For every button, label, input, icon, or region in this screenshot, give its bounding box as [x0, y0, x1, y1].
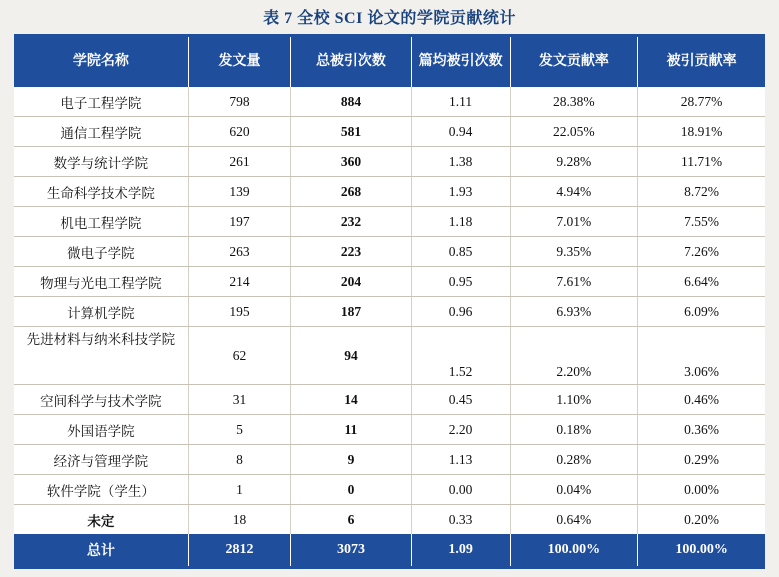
table-footer: [14, 534, 765, 566]
cell-citations: 0: [291, 475, 412, 505]
cell-papers: 195: [188, 297, 290, 327]
cell-paper-share: 28.38%: [510, 87, 638, 117]
cell-papers: 5: [188, 415, 290, 445]
cell-avg-citations: 1.13: [411, 445, 510, 475]
cell-papers: 62: [188, 327, 290, 385]
cell-citation-share: 0.00%: [638, 475, 765, 505]
table-row: [14, 207, 765, 237]
cell-paper-share: 7.01%: [510, 207, 638, 237]
cell-citation-share: 0.20%: [638, 505, 765, 535]
table-row: [14, 297, 765, 327]
table-body: [14, 87, 765, 534]
cell-paper-share: 9.28%: [510, 147, 638, 177]
column-header-citations: 总被引次数: [291, 37, 412, 87]
total-avg-citations: 1.09: [411, 534, 510, 566]
table-row: [14, 445, 765, 475]
cell-citation-share: 18.91%: [638, 117, 765, 147]
cell-papers: 31: [188, 385, 290, 415]
cell-citation-share: 6.09%: [638, 297, 765, 327]
cell-papers: 197: [188, 207, 290, 237]
total-row: [14, 534, 765, 566]
cell-citations: 11: [291, 415, 412, 445]
cell-citations: 223: [291, 237, 412, 267]
total-citation-share: 100.00%: [638, 534, 765, 566]
table-row: [14, 385, 765, 415]
cell-papers: 263: [188, 237, 290, 267]
cell-paper-share: 0.04%: [510, 475, 638, 505]
cell-papers: 261: [188, 147, 290, 177]
column-header-avg-citations: 篇均被引次数: [411, 37, 510, 87]
table-row: [14, 117, 765, 147]
cell-paper-share: 22.05%: [510, 117, 638, 147]
cell-avg-citations: 2.20: [411, 415, 510, 445]
cell-citations: 268: [291, 177, 412, 207]
cell-citation-share: 7.55%: [638, 207, 765, 237]
cell-paper-share: 0.18%: [510, 415, 638, 445]
cell-avg-citations: 0.95: [411, 267, 510, 297]
cell-avg-citations: 0.96: [411, 297, 510, 327]
table-row: [14, 505, 765, 535]
cell-paper-share: 9.35%: [510, 237, 638, 267]
table-row: [14, 237, 765, 267]
bottom-spacer: [0, 569, 779, 577]
sci-contribution-table: [14, 37, 765, 566]
cell-citation-share: 0.29%: [638, 445, 765, 475]
cell-college-name: 经济与管理学院: [14, 445, 188, 475]
cell-papers: 620: [188, 117, 290, 147]
cell-citation-share: 28.77%: [638, 87, 765, 117]
total-citations: 3073: [291, 534, 412, 566]
column-header-citation-share: 被引贡献率: [638, 37, 765, 87]
cell-college-name: 数学与统计学院: [14, 147, 188, 177]
cell-paper-share: 7.61%: [510, 267, 638, 297]
column-header-papers: 发文量: [188, 37, 290, 87]
total-paper-share: 100.00%: [510, 534, 638, 566]
total-label: 总计: [14, 534, 188, 566]
cell-college-name: 电子工程学院: [14, 87, 188, 117]
table-row: [14, 327, 765, 385]
cell-avg-citations: 0.85: [411, 237, 510, 267]
cell-citations: 204: [291, 267, 412, 297]
cell-citation-share: 6.64%: [638, 267, 765, 297]
cell-citations: 360: [291, 147, 412, 177]
cell-citations: 9: [291, 445, 412, 475]
cell-papers: 139: [188, 177, 290, 207]
table-row: [14, 475, 765, 505]
cell-citation-share: 7.26%: [638, 237, 765, 267]
column-header-name: 学院名称: [14, 37, 188, 87]
cell-citation-share: 11.71%: [638, 147, 765, 177]
column-header-paper-share: 发文贡献率: [510, 37, 638, 87]
cell-papers: 798: [188, 87, 290, 117]
cell-avg-citations: 0.00: [411, 475, 510, 505]
cell-avg-citations: 1.11: [411, 87, 510, 117]
cell-college-name: 通信工程学院: [14, 117, 188, 147]
cell-citation-share: 0.46%: [638, 385, 765, 415]
cell-papers: 1: [188, 475, 290, 505]
cell-paper-share: 0.28%: [510, 445, 638, 475]
cell-college-name: 机电工程学院: [14, 207, 188, 237]
cell-paper-share: 2.20%: [510, 327, 638, 385]
table-row: [14, 415, 765, 445]
cell-citations: 884: [291, 87, 412, 117]
cell-citations: 94: [291, 327, 412, 385]
cell-paper-share: 1.10%: [510, 385, 638, 415]
table-row: [14, 147, 765, 177]
cell-avg-citations: 1.52: [411, 327, 510, 385]
cell-citation-share: 0.36%: [638, 415, 765, 445]
total-papers: 2812: [188, 534, 290, 566]
cell-college-name: 先进材料与纳米科技学院: [14, 327, 188, 385]
page-title: 表 7 全校 SCI 论文的学院贡献统计: [263, 10, 516, 27]
table-header: [14, 37, 765, 87]
cell-paper-share: 4.94%: [510, 177, 638, 207]
cell-college-name: 空间科学与技术学院: [14, 385, 188, 415]
cell-citation-share: 3.06%: [638, 327, 765, 385]
cell-papers: 8: [188, 445, 290, 475]
cell-college-name: 软件学院（学生）: [14, 475, 188, 505]
cell-papers: 214: [188, 267, 290, 297]
table-row: [14, 267, 765, 297]
cell-citations: 14: [291, 385, 412, 415]
cell-college-name: 生命科学技术学院: [14, 177, 188, 207]
cell-avg-citations: 0.45: [411, 385, 510, 415]
table-container: [14, 34, 765, 569]
cell-avg-citations: 1.93: [411, 177, 510, 207]
table-row: [14, 87, 765, 117]
cell-citations: 581: [291, 117, 412, 147]
cell-papers: 18: [188, 505, 290, 535]
cell-avg-citations: 1.18: [411, 207, 510, 237]
cell-college-name: 计算机学院: [14, 297, 188, 327]
cell-citations: 6: [291, 505, 412, 535]
cell-college-name: 外国语学院: [14, 415, 188, 445]
table-row: [14, 177, 765, 207]
cell-avg-citations: 0.94: [411, 117, 510, 147]
cell-college-name: 物理与光电工程学院: [14, 267, 188, 297]
cell-avg-citations: 1.38: [411, 147, 510, 177]
cell-college-name: 微电子学院: [14, 237, 188, 267]
cell-paper-share: 0.64%: [510, 505, 638, 535]
table-header-row: [14, 37, 765, 87]
cell-avg-citations: 0.33: [411, 505, 510, 535]
cell-college-name: 未定: [14, 505, 188, 535]
cell-citation-share: 8.72%: [638, 177, 765, 207]
cell-paper-share: 6.93%: [510, 297, 638, 327]
cell-citations: 232: [291, 207, 412, 237]
cell-citations: 187: [291, 297, 412, 327]
